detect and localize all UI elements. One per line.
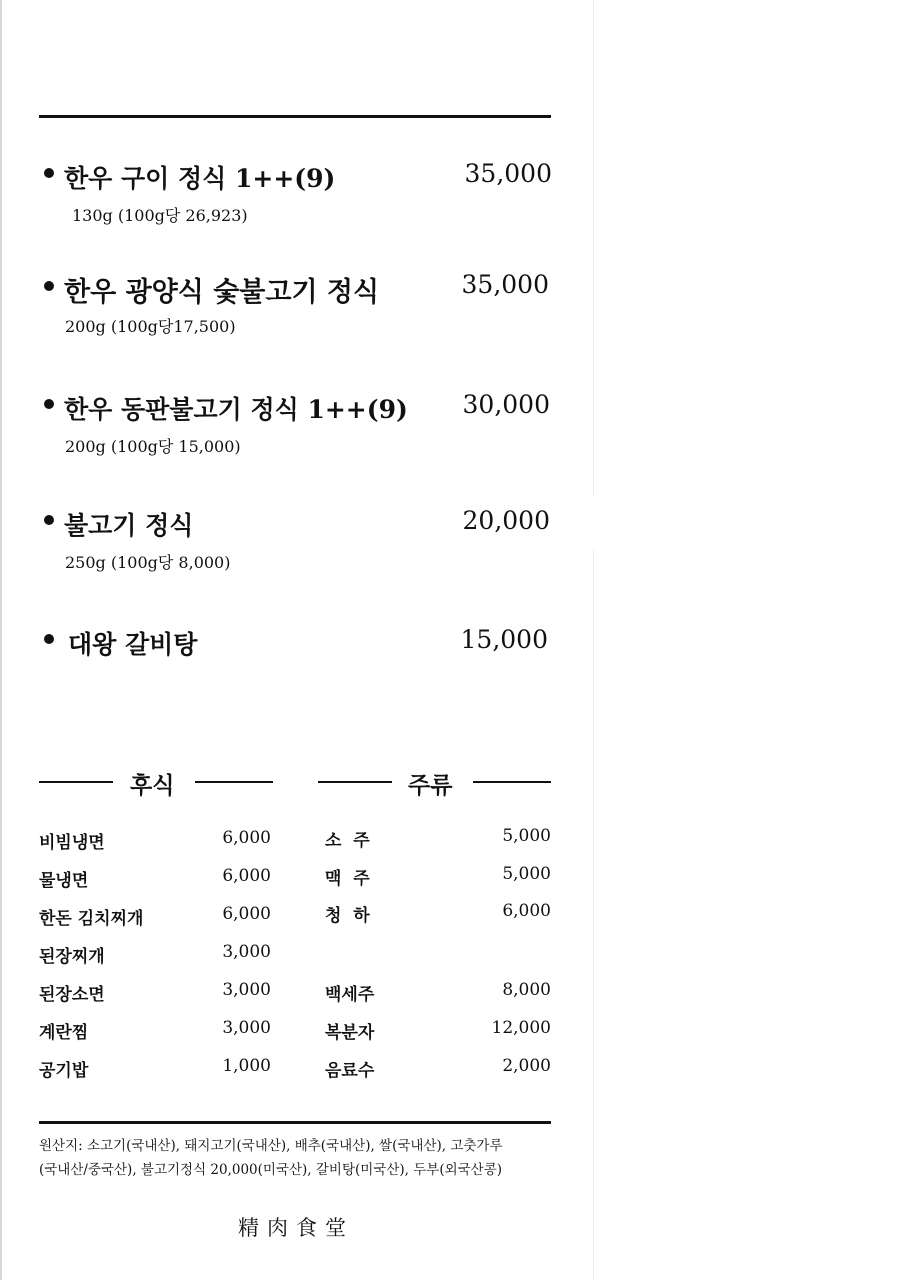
- brand-name: 精肉食堂: [238, 1216, 354, 1240]
- drink-item-name: 청 하: [325, 906, 370, 926]
- menu-item-name: 한우 구이 정식 1++(9): [64, 164, 336, 193]
- bullet-icon: [44, 399, 54, 409]
- dessert-item: [39, 942, 271, 966]
- menu-item-price: 35,000: [461, 270, 549, 299]
- menu-item-price: 30,000: [462, 390, 550, 419]
- bullet-icon: [44, 634, 54, 644]
- drink-item: [325, 826, 551, 850]
- page-left-edge: [0, 0, 2, 1280]
- menu-item-price: 20,000: [462, 506, 550, 535]
- drink-item-price: 5,000: [502, 864, 551, 884]
- origin-line-1: 원산지: 소고기(국내산), 돼지고기(국내산), 배추(국내산), 쌀(국내산), 고춧가루: [39, 1138, 503, 1154]
- drinks-title: 주류: [408, 772, 453, 799]
- drink-item-price: 6,000: [502, 901, 551, 921]
- drink-item: [325, 1018, 551, 1042]
- dessert-section-header: [39, 767, 273, 797]
- drink-item-name: 백세주: [325, 985, 375, 1005]
- menu-item-weight: 200g (100g당 15,000): [65, 437, 241, 456]
- menu-item-weight: 250g (100g당 8,000): [65, 553, 231, 572]
- menu-item-price: 35,000: [464, 159, 552, 188]
- drink-item-name: 맥 주: [325, 869, 370, 889]
- drink-item: [325, 1056, 551, 1080]
- dessert-item-price: 6,000: [222, 866, 271, 886]
- dessert-item-name: 물냉면: [39, 871, 89, 891]
- bullet-icon: [44, 168, 54, 178]
- bullet-icon: [44, 281, 54, 291]
- dessert-item: [39, 1056, 271, 1080]
- drink-item-price: 5,000: [502, 826, 551, 846]
- dessert-item: [39, 828, 271, 852]
- dessert-item: [39, 866, 271, 890]
- dessert-item: [39, 1018, 271, 1042]
- menu-item-weight: 130g (100g당 26,923): [72, 206, 248, 225]
- menu-item-price: 15,000: [460, 625, 548, 654]
- header-line-right: [473, 781, 551, 783]
- drink-item-name: 음료수: [325, 1061, 375, 1081]
- menu-item-name: 불고기 정식: [64, 511, 194, 540]
- drinks-section-header: [318, 767, 551, 797]
- menu-item-name: 한우 광양식 숯불고기 정식: [64, 277, 380, 308]
- top-divider: [39, 115, 551, 118]
- menu-item-name: 한우 동판불고기 정식 1++(9): [64, 395, 408, 424]
- dessert-item-price: 6,000: [222, 828, 271, 848]
- dessert-item-price: 6,000: [222, 904, 271, 924]
- menu-item-name: 대왕 갈비탕: [68, 630, 198, 659]
- menu-item-weight: 200g (100g당17,500): [65, 317, 236, 336]
- drink-item-price: 12,000: [491, 1018, 551, 1038]
- adjacent-page-gap: [593, 495, 607, 550]
- drink-item: [325, 864, 551, 888]
- drink-item-price: 2,000: [502, 1056, 551, 1076]
- dessert-item-name: 비빔냉면: [39, 833, 105, 853]
- dessert-item-price: 1,000: [222, 1056, 271, 1076]
- drink-item-price: 8,000: [502, 980, 551, 1000]
- header-line-left: [39, 781, 113, 783]
- dessert-item-name: 공기밥: [39, 1061, 89, 1081]
- drink-item: [325, 980, 551, 1004]
- dessert-item: [39, 980, 271, 1004]
- dessert-item: [39, 904, 271, 928]
- drink-item-name: 소 주: [325, 831, 370, 851]
- dessert-item-name: 계란찜: [39, 1023, 89, 1043]
- drink-item: [325, 901, 551, 925]
- dessert-item-price: 3,000: [222, 980, 271, 1000]
- adjacent-page-area: [593, 0, 905, 1280]
- dessert-item-name: 한돈 김치찌개: [39, 909, 144, 929]
- bottom-divider: [39, 1121, 551, 1124]
- dessert-item-price: 3,000: [222, 1018, 271, 1038]
- origin-notice: [39, 1134, 555, 1182]
- dessert-item-price: 3,000: [222, 942, 271, 962]
- dessert-item-name: 된장찌개: [39, 947, 105, 967]
- dessert-item-name: 된장소면: [39, 985, 105, 1005]
- drink-item-name: 복분자: [325, 1023, 375, 1043]
- header-line-left: [318, 781, 392, 783]
- bullet-icon: [44, 515, 54, 525]
- header-line-right: [195, 781, 273, 783]
- dessert-title: 후식: [130, 772, 175, 799]
- origin-line-2: (국내산/중국산), 불고기정식 20,000(미국산), 갈비탕(미국산), 두부(외국산콩): [39, 1162, 503, 1178]
